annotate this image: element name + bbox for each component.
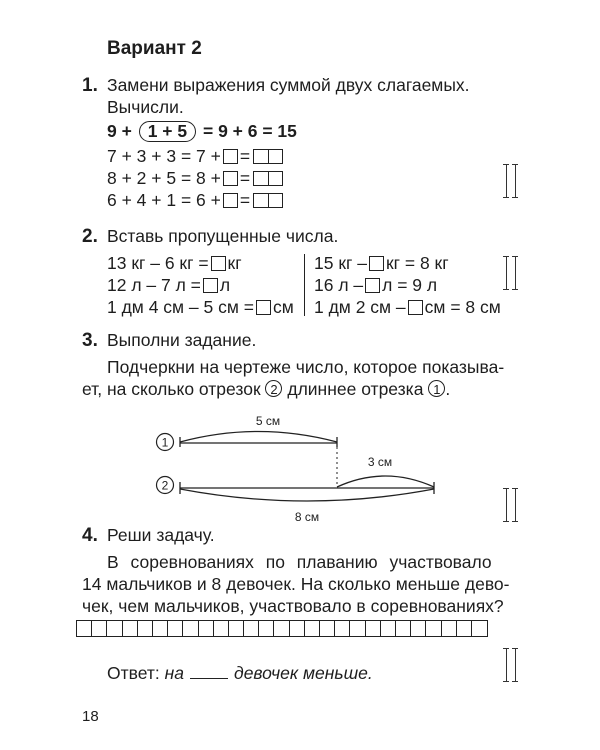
- answer-blank[interactable]: [190, 678, 228, 679]
- equals-sign: =: [239, 190, 251, 210]
- segment-1-label: 1: [161, 435, 169, 450]
- task4-number: 4.: [82, 525, 98, 546]
- desc-text: длиннее отрезка: [287, 379, 424, 399]
- answer-box[interactable]: [256, 300, 271, 315]
- expr-part: 1 дм 2 см –: [314, 297, 406, 317]
- task1-row: [107, 168, 283, 189]
- grading-marks-icon: [503, 488, 517, 522]
- task3-desc-line1: Подчеркни на чертеже число, которое показыва-: [107, 357, 505, 377]
- segment-drawing: [140, 405, 460, 530]
- grading-marks-icon: [503, 164, 517, 198]
- expr-part: л = 9 л: [382, 275, 438, 295]
- task2-text: Вставь пропущенные числа.: [107, 226, 339, 246]
- task4-problem-line3: чек, чем мальчиков, участвовало в соревнованиях?: [82, 596, 504, 616]
- solution-grid[interactable]: [76, 620, 488, 637]
- unit: см: [273, 297, 294, 317]
- task3-number: 3.: [82, 330, 98, 351]
- answer-box-double[interactable]: [253, 171, 283, 186]
- segment-ref-circle: 2: [265, 380, 282, 397]
- task2-left-row: [107, 253, 242, 274]
- task1-example: [107, 121, 297, 142]
- task4-problem-line1: В соревнованиях по плаванию участвовало: [107, 552, 492, 572]
- answer-box[interactable]: [408, 300, 423, 315]
- task3-desc-line2: [82, 379, 450, 400]
- length-top-label: 5 см: [255, 414, 281, 428]
- answer-box[interactable]: [203, 278, 218, 293]
- expr-part: 13 кг – 6 кг =: [107, 253, 209, 273]
- answer-na: на: [164, 663, 185, 683]
- segment-2-brace: [180, 489, 434, 501]
- column-divider: [304, 254, 305, 316]
- segment-1-brace: [180, 432, 337, 443]
- task2-left-row: [107, 297, 294, 318]
- page-number: 18: [82, 708, 99, 725]
- answer-line: [107, 663, 373, 684]
- answer-label: Ответ:: [107, 663, 160, 683]
- answer-box-double[interactable]: [253, 193, 283, 208]
- task2-right-row: [314, 253, 449, 274]
- answer-tail: девочек меньше.: [234, 663, 373, 683]
- segment-2-label: 2: [161, 478, 169, 493]
- row-expression: 7 + 3 + 3 = 7 +: [107, 146, 221, 166]
- length-bottom-label: 8 см: [294, 510, 320, 524]
- answer-box[interactable]: [223, 193, 238, 208]
- expr-part: 15 кг –: [314, 253, 367, 273]
- segment-extra-brace: [337, 476, 434, 487]
- task1-text-line2: Вычисли.: [107, 97, 184, 117]
- segment-ref-circle: 1: [428, 380, 445, 397]
- expr-part: см = 8 см: [424, 297, 501, 317]
- desc-text: ет, на сколько отрезок: [82, 379, 261, 399]
- answer-box-double[interactable]: [253, 149, 283, 164]
- unit: кг: [227, 253, 242, 273]
- equals-sign: =: [239, 146, 251, 166]
- example-right: = 9 + 6 = 15: [203, 121, 297, 141]
- task1-number: 1.: [82, 75, 98, 96]
- answer-box[interactable]: [365, 278, 380, 293]
- task3-text: Выполни задание.: [107, 330, 257, 350]
- page-title: Вариант 2: [107, 38, 202, 59]
- unit: л: [219, 275, 231, 295]
- task4-problem-line2: 14 мальчиков и 8 девочек. На сколько меньше дево-: [82, 574, 510, 594]
- example-oval: 1 + 5: [139, 121, 196, 142]
- length-extra-label: 3 см: [367, 455, 393, 469]
- example-left: 9 +: [107, 121, 132, 141]
- task2-number: 2.: [82, 226, 98, 247]
- answer-box[interactable]: [223, 171, 238, 186]
- row-expression: 8 + 2 + 5 = 8 +: [107, 168, 221, 188]
- task2-left-row: [107, 275, 230, 296]
- expr-part: 1 дм 4 см – 5 см =: [107, 297, 254, 317]
- answer-box[interactable]: [223, 149, 238, 164]
- expr-part: 16 л –: [314, 275, 364, 295]
- grading-marks-icon: [503, 256, 517, 290]
- row-expression: 6 + 4 + 1 = 6 +: [107, 190, 221, 210]
- task1-text-line1: Замени выражения суммой двух слагаемых.: [107, 75, 470, 95]
- grading-marks-icon: [503, 648, 517, 682]
- expr-part: кг = 8 кг: [385, 253, 449, 273]
- period: .: [445, 379, 451, 399]
- task2-right-row: [314, 275, 437, 296]
- equals-sign: =: [239, 168, 251, 188]
- task1-row: [107, 190, 283, 211]
- task1-row: [107, 146, 283, 167]
- task4-text: Реши задачу.: [107, 525, 215, 545]
- answer-box[interactable]: [369, 256, 384, 271]
- expr-part: 12 л – 7 л =: [107, 275, 201, 295]
- task2-right-row: [314, 297, 501, 318]
- answer-box[interactable]: [211, 256, 226, 271]
